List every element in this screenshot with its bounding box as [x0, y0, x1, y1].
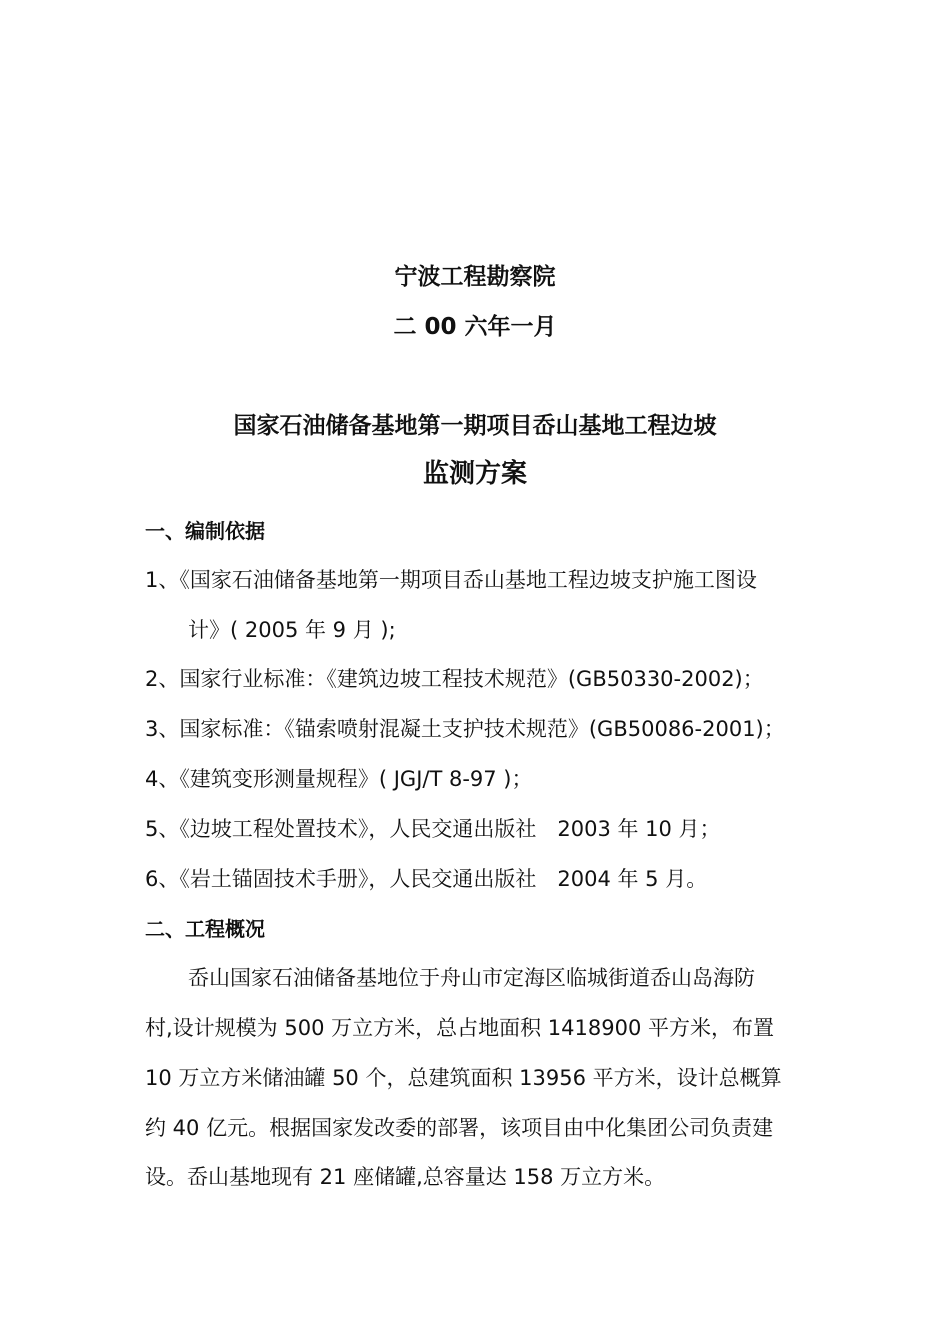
overview-paragraph-line: 设。岙山基地现有 21 座储罐,总容量达 158 万立方米。 [145, 1165, 666, 1189]
overview-paragraph-line: 约 40 亿元。根据国家发改委的部署，该项目由中化集团公司负责建 [145, 1116, 774, 1140]
overview-paragraph-line: 村,设计规模为 500 万立方米，总占地面积 1418900 平方米，布置 [145, 1016, 774, 1040]
document-date: 二 00 六年一月 [393, 314, 557, 340]
basis-item-2: 2、国家行业标准：《建筑边坡工程技术规范》(GB50330-2002)； [145, 667, 764, 691]
basis-item-4: 4、《建筑变形测量规程》( JGJ/T 8-97 )； [145, 767, 533, 791]
basis-item-1: 1、《国家石油储备基地第一期项目岙山基地工程边坡支护施工图设 [145, 568, 757, 592]
section-heading-basis: 一、编制依据 [145, 519, 265, 543]
basis-item-6: 6、《岩土锚固技术手册》，人民交通出版社 2004 年 5 月。 [145, 867, 708, 891]
overview-paragraph-line: 岙山国家石油储备基地位于舟山市定海区临城街道岙山岛海防 [188, 966, 755, 990]
document-title-line1: 国家石油储备基地第一期项目岙山基地工程边坡 [233, 413, 717, 439]
basis-item-5: 5、《边坡工程处置技术》，人民交通出版社 2003 年 10 月； [145, 817, 721, 841]
organization-name: 宁波工程勘察院 [394, 264, 556, 290]
section-heading-overview: 二、工程概况 [145, 917, 265, 941]
document-title-line2: 监测方案 [422, 459, 527, 489]
overview-paragraph-line: 10 万立方米储油罐 50 个，总建筑面积 13956 平方米，设计总概算 [145, 1066, 782, 1090]
basis-item-3: 3、国家标准：《锚索喷射混凝土支护技术规范》(GB50086-2001)； [145, 717, 785, 741]
basis-item-1-continued: 计》( 2005 年 9 月 ); [188, 618, 396, 642]
